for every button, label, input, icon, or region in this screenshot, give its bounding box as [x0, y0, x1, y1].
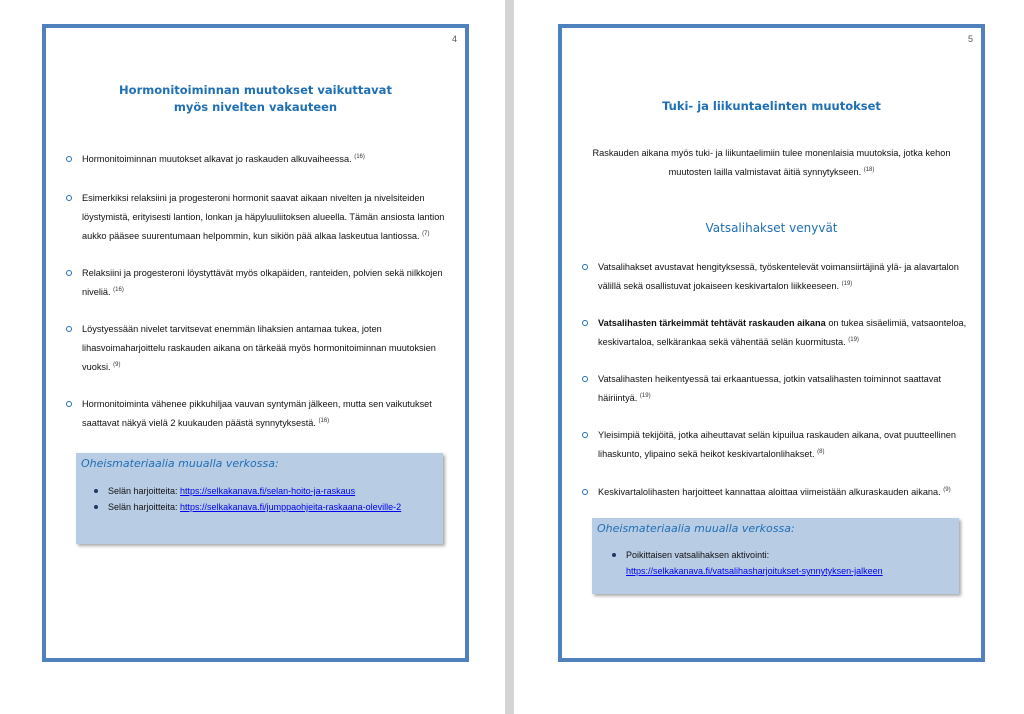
reference-mark: (19) — [848, 336, 859, 343]
item-text: Keskivartalolihasten harjoitteet kannattaa aloittaa viimeistään alkuraskauden aikana. — [598, 487, 941, 497]
title-line: Hormonitoiminnan muutokset vaikuttavat — [119, 83, 392, 97]
intro-text: muutosten lailla valmistavat äitiä synnytykseen. — [668, 167, 862, 177]
bullet-icon — [582, 432, 588, 438]
page-number: 5 — [967, 34, 973, 44]
bullet-list — [582, 370, 969, 408]
reference-mark: (18) — [863, 166, 875, 173]
item-text: on tukea sisäelimiä, vatsaonteloa, keskivartaloa, selkärankaa sekä vähentää selän kuormitusta. — [598, 318, 967, 347]
bullet-icon — [582, 489, 588, 495]
resource-link[interactable]: https://selkakanava.fi/jumppaohjeita-raskaana-oleville-2 — [180, 502, 402, 512]
title-line: myös nivelten vakauteen — [173, 100, 338, 114]
bullet-icon — [94, 489, 98, 493]
document-page-4 — [0, 0, 505, 714]
link-list — [92, 483, 437, 515]
reference-mark: (7) — [422, 230, 430, 237]
list-item — [582, 483, 969, 502]
bullet-icon — [582, 264, 588, 270]
list-item — [610, 547, 953, 579]
bullet-list — [66, 189, 453, 246]
item-text: Vatsalihakset avustavat hengityksessä, työskentelevät voimansiirtäjinä ylä- ja alavartalon välillä sekä osallistuvat jokaiseen keskivartalon liikkeeseen. — [598, 262, 959, 291]
reference-mark: (16) — [318, 417, 330, 424]
reference-mark: (9) — [113, 361, 121, 368]
list-item — [582, 370, 969, 408]
box-title: Oheismateriaalia muualla verkossa: — [597, 522, 795, 535]
page-number: 4 — [451, 34, 457, 44]
bullet-icon — [94, 505, 98, 509]
link-label: Poikittaisen vatsalihaksen aktivointi: — [626, 550, 770, 560]
list-item — [582, 258, 969, 296]
bullet-icon — [66, 401, 72, 407]
link-label: Selän harjoitteita: — [108, 502, 181, 512]
page-title: Tuki- ja liikuntaelinten muutokset — [662, 99, 881, 113]
bullet-list — [582, 314, 969, 352]
reference-mark: (19) — [639, 392, 651, 399]
bullet-list — [66, 395, 453, 433]
resource-box — [76, 453, 443, 544]
bullet-icon — [66, 195, 72, 201]
section-heading: Vatsalihakset venyvät — [705, 221, 838, 235]
intro-paragraph — [572, 144, 971, 182]
bullet-icon — [582, 320, 588, 326]
link-list — [610, 547, 953, 579]
list-item — [66, 395, 453, 433]
list-item — [92, 499, 437, 515]
list-item — [582, 426, 969, 464]
item-text: Esimerkiksi relaksiini ja progesteroni hormonit saavat aikaan nivelten ja nivelsiteiden löystymistä, erityisesti lantion, lonkan ja häpyluuliitoksen alueella. Tämän ansiosta lantion aukko pääsee suurentumaan helpommin, kun sikiön pää alkaa laskeutua lantiossa. — [82, 193, 445, 241]
reference-mark: (16) — [354, 153, 365, 160]
reference-mark: (9) — [943, 486, 951, 493]
bullet-icon — [66, 270, 72, 276]
bullet-list — [66, 320, 453, 377]
item-text: Vatsalihasten heikentyessä tai erkaantuessa, jotkin vatsalihasten toiminnot saattavat häiriintyä. — [598, 374, 942, 403]
bullet-list — [582, 258, 969, 296]
bullet-icon — [66, 156, 72, 162]
list-item — [66, 189, 453, 246]
item-text: Relaksiini ja progesteroni löystyttävät myös olkapäiden, ranteiden, polvien sekä nilkkojen niveliä. — [82, 268, 443, 297]
box-title: Oheismateriaalia muualla verkossa: — [81, 457, 279, 470]
resource-link[interactable]: https://selkakanava.fi/vatsalihasharjoitukset-synnytyksen-jalkeen — [626, 566, 883, 576]
bullet-icon — [612, 553, 616, 557]
link-label: Selän harjoitteita: — [108, 486, 181, 496]
bullet-list — [582, 483, 969, 502]
list-item — [66, 264, 453, 302]
page-border — [558, 24, 985, 662]
page-title — [46, 82, 465, 116]
list-item — [66, 150, 453, 169]
list-item — [582, 314, 969, 352]
document-page-5 — [514, 0, 1024, 714]
intro-line — [572, 163, 971, 182]
bullet-list — [582, 426, 969, 464]
list-item — [92, 483, 437, 499]
item-text: Hormonitoiminta vähenee pikkuhiljaa vauvan syntymän jälkeen, mutta sen vaikutukset saattavat näkyä vielä 2 kuukauden päästä synnytyksestä. — [82, 399, 432, 428]
bullet-icon — [582, 376, 588, 382]
item-text: Löystyessään nivelet tarvitsevat enemmän lihaksien antamaa tukea, joten lihasvoimaharjoittelu raskauden aikana on tärkeää myös hormonitoiminnan muutoksien vuoksi. — [82, 324, 436, 372]
reference-mark: (16) — [113, 286, 124, 293]
bullet-icon — [66, 326, 72, 332]
resource-link[interactable]: https://selkakanava.fi/selan-hoito-ja-raskaus — [180, 486, 356, 496]
item-bold-text: Vatsalihasten tärkeimmät tehtävät raskauden aikana — [598, 318, 826, 328]
resource-box — [592, 518, 959, 594]
reference-mark: (8) — [817, 448, 825, 455]
item-text: Yleisimpiä tekijöitä, jotka aiheuttavat selän kipuilua raskauden aikana, ovat puutteellinen lihaskunto, ylipaino sekä heikot keskivartalonlihakset. — [598, 430, 957, 459]
reference-mark: (19) — [841, 280, 853, 287]
intro-line: Raskauden aikana myös tuki- ja liikuntaelimiin tulee monenlaisia muutoksia, jotka kehon — [592, 148, 951, 158]
page-border — [42, 24, 469, 662]
item-text: Hormonitoiminnan muutokset alkavat jo raskauden alkuvaiheessa. — [82, 154, 352, 164]
bullet-list — [66, 150, 453, 169]
bullet-list — [66, 264, 453, 302]
list-item — [66, 320, 453, 377]
